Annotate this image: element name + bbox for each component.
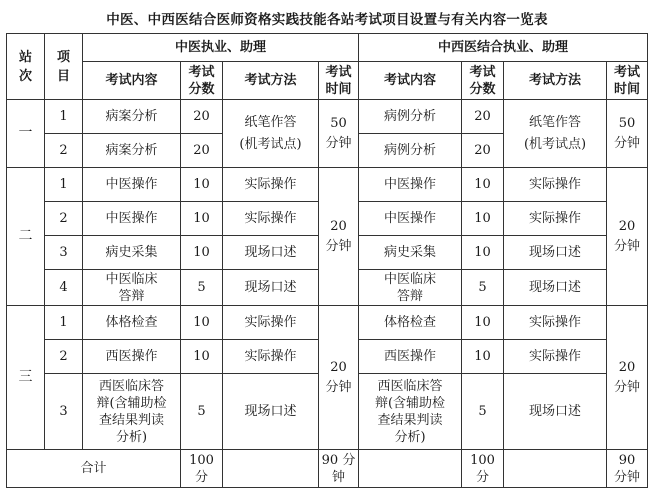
item-cell: 4 xyxy=(45,270,83,306)
int-method-cell: 实际操作 xyxy=(504,340,607,374)
tcm-time-header: 考试时间 xyxy=(319,62,359,100)
item-cell: 3 xyxy=(45,374,83,450)
item-cell: 1 xyxy=(45,100,83,134)
tcm-content-cell: 中医操作 xyxy=(83,202,181,236)
table-header-row xyxy=(7,62,648,100)
item-cell: 1 xyxy=(45,306,83,340)
int-total-score: 100 分 xyxy=(462,450,504,488)
tcm-time-cell: 20 分钟 xyxy=(319,306,359,450)
station-header: 站次 xyxy=(7,34,45,100)
page-title: 中医、中西医结合医师资格实践技能各站考试项目设置与有关内容一览表 xyxy=(106,12,548,28)
table-row xyxy=(7,168,648,202)
tcm-content-cell: 西医操作 xyxy=(83,340,181,374)
table-row xyxy=(7,306,648,340)
int-content-cell: 西医操作 xyxy=(359,340,462,374)
int-content-cell: 中医临床 答辩 xyxy=(359,270,462,306)
exam-table xyxy=(6,33,648,488)
int-score-cell: 5 xyxy=(462,374,504,450)
tcm-content-cell: 中医临床 答辩 xyxy=(83,270,181,306)
int-method-cell: 现场口述 xyxy=(504,270,607,306)
tcm-method-cell: 纸笔作答 (机考试点) xyxy=(223,100,319,168)
tcm-content-cell: 病史采集 xyxy=(83,236,181,270)
tcm-score-cell: 5 xyxy=(181,374,223,450)
int-score-cell: 10 xyxy=(462,236,504,270)
tcm-method-cell: 实际操作 xyxy=(223,202,319,236)
int-method-cell: 实际操作 xyxy=(504,202,607,236)
int-time-header: 考试时间 xyxy=(607,62,648,100)
tcm-method-cell: 实际操作 xyxy=(223,306,319,340)
station-cell: 二 xyxy=(7,168,45,306)
int-method-cell: 现场口述 xyxy=(504,236,607,270)
tcm-content-cell: 体格检查 xyxy=(83,306,181,340)
int-score-cell: 5 xyxy=(462,270,504,306)
tcm-score-cell: 10 xyxy=(181,340,223,374)
tcm-content-cell: 病案分析 xyxy=(83,134,181,168)
tcm-score-cell: 10 xyxy=(181,168,223,202)
int-content-cell: 中医操作 xyxy=(359,202,462,236)
int-method-cell: 实际操作 xyxy=(504,168,607,202)
tcm-total-method xyxy=(223,450,319,488)
tcm-content-header: 考试内容 xyxy=(83,62,181,100)
int-content-header: 考试内容 xyxy=(359,62,462,100)
int-score-cell: 20 xyxy=(462,100,504,134)
tcm-score-cell: 20 xyxy=(181,134,223,168)
item-cell: 3 xyxy=(45,236,83,270)
int-total-method xyxy=(504,450,607,488)
item-cell: 1 xyxy=(45,168,83,202)
tcm-method-cell: 实际操作 xyxy=(223,340,319,374)
tcm-total-time: 90 分 钟 xyxy=(319,450,359,488)
int-score-cell: 10 xyxy=(462,306,504,340)
tcm-score-cell: 5 xyxy=(181,270,223,306)
int-time-cell: 20 分钟 xyxy=(607,168,648,306)
int-content-cell: 病例分析 xyxy=(359,100,462,134)
tcm-time-cell: 20 分钟 xyxy=(319,168,359,306)
int-score-cell: 10 xyxy=(462,168,504,202)
tcm-total-score: 100 分 xyxy=(181,450,223,488)
tcm-content-cell: 病案分析 xyxy=(83,100,181,134)
item-cell: 2 xyxy=(45,134,83,168)
int-time-cell: 20 分钟 xyxy=(607,306,648,450)
integrated-group-header: 中西医结合执业、助理 xyxy=(359,34,648,62)
total-row xyxy=(7,450,648,488)
tcm-content-cell: 西医临床答 辩(含辅助检 查结果判读 分析) xyxy=(83,374,181,450)
tcm-method-header: 考试方法 xyxy=(223,62,319,100)
tcm-score-cell: 20 xyxy=(181,100,223,134)
tcm-method-cell: 实际操作 xyxy=(223,168,319,202)
tcm-content-cell: 中医操作 xyxy=(83,168,181,202)
int-time-cell: 50 分钟 xyxy=(607,100,648,168)
int-method-cell: 实际操作 xyxy=(504,306,607,340)
int-total-content xyxy=(359,450,462,488)
tcm-method-cell: 现场口述 xyxy=(223,236,319,270)
int-content-cell: 病例分析 xyxy=(359,134,462,168)
tcm-score-cell: 10 xyxy=(181,202,223,236)
tcm-time-cell: 50 分钟 xyxy=(319,100,359,168)
int-content-cell: 西医临床答 辩(含辅助检 查结果判读 分析) xyxy=(359,374,462,450)
int-score-cell: 10 xyxy=(462,340,504,374)
int-method-cell: 纸笔作答 (机考试点) xyxy=(504,100,607,168)
int-content-cell: 中医操作 xyxy=(359,168,462,202)
int-method-cell: 现场口述 xyxy=(504,374,607,450)
int-score-cell: 10 xyxy=(462,202,504,236)
item-cell: 2 xyxy=(45,340,83,374)
tcm-method-cell: 现场口述 xyxy=(223,374,319,450)
int-total-time: 90 分钟 xyxy=(607,450,648,488)
table-row xyxy=(7,100,648,134)
tcm-group-header: 中医执业、助理 xyxy=(83,34,359,62)
tcm-score-cell: 10 xyxy=(181,306,223,340)
int-score-header: 考试分数 xyxy=(462,62,504,100)
tcm-method-cell: 现场口述 xyxy=(223,270,319,306)
int-content-cell: 病史采集 xyxy=(359,236,462,270)
tcm-score-cell: 10 xyxy=(181,236,223,270)
station-cell: 三 xyxy=(7,306,45,450)
item-header: 项目 xyxy=(45,34,83,100)
int-score-cell: 20 xyxy=(462,134,504,168)
table-header-row xyxy=(7,34,648,62)
item-cell: 2 xyxy=(45,202,83,236)
int-method-header: 考试方法 xyxy=(504,62,607,100)
station-cell: 一 xyxy=(7,100,45,168)
tcm-score-header: 考试分数 xyxy=(181,62,223,100)
int-content-cell: 体格检查 xyxy=(359,306,462,340)
total-label: 合计 xyxy=(7,450,181,488)
